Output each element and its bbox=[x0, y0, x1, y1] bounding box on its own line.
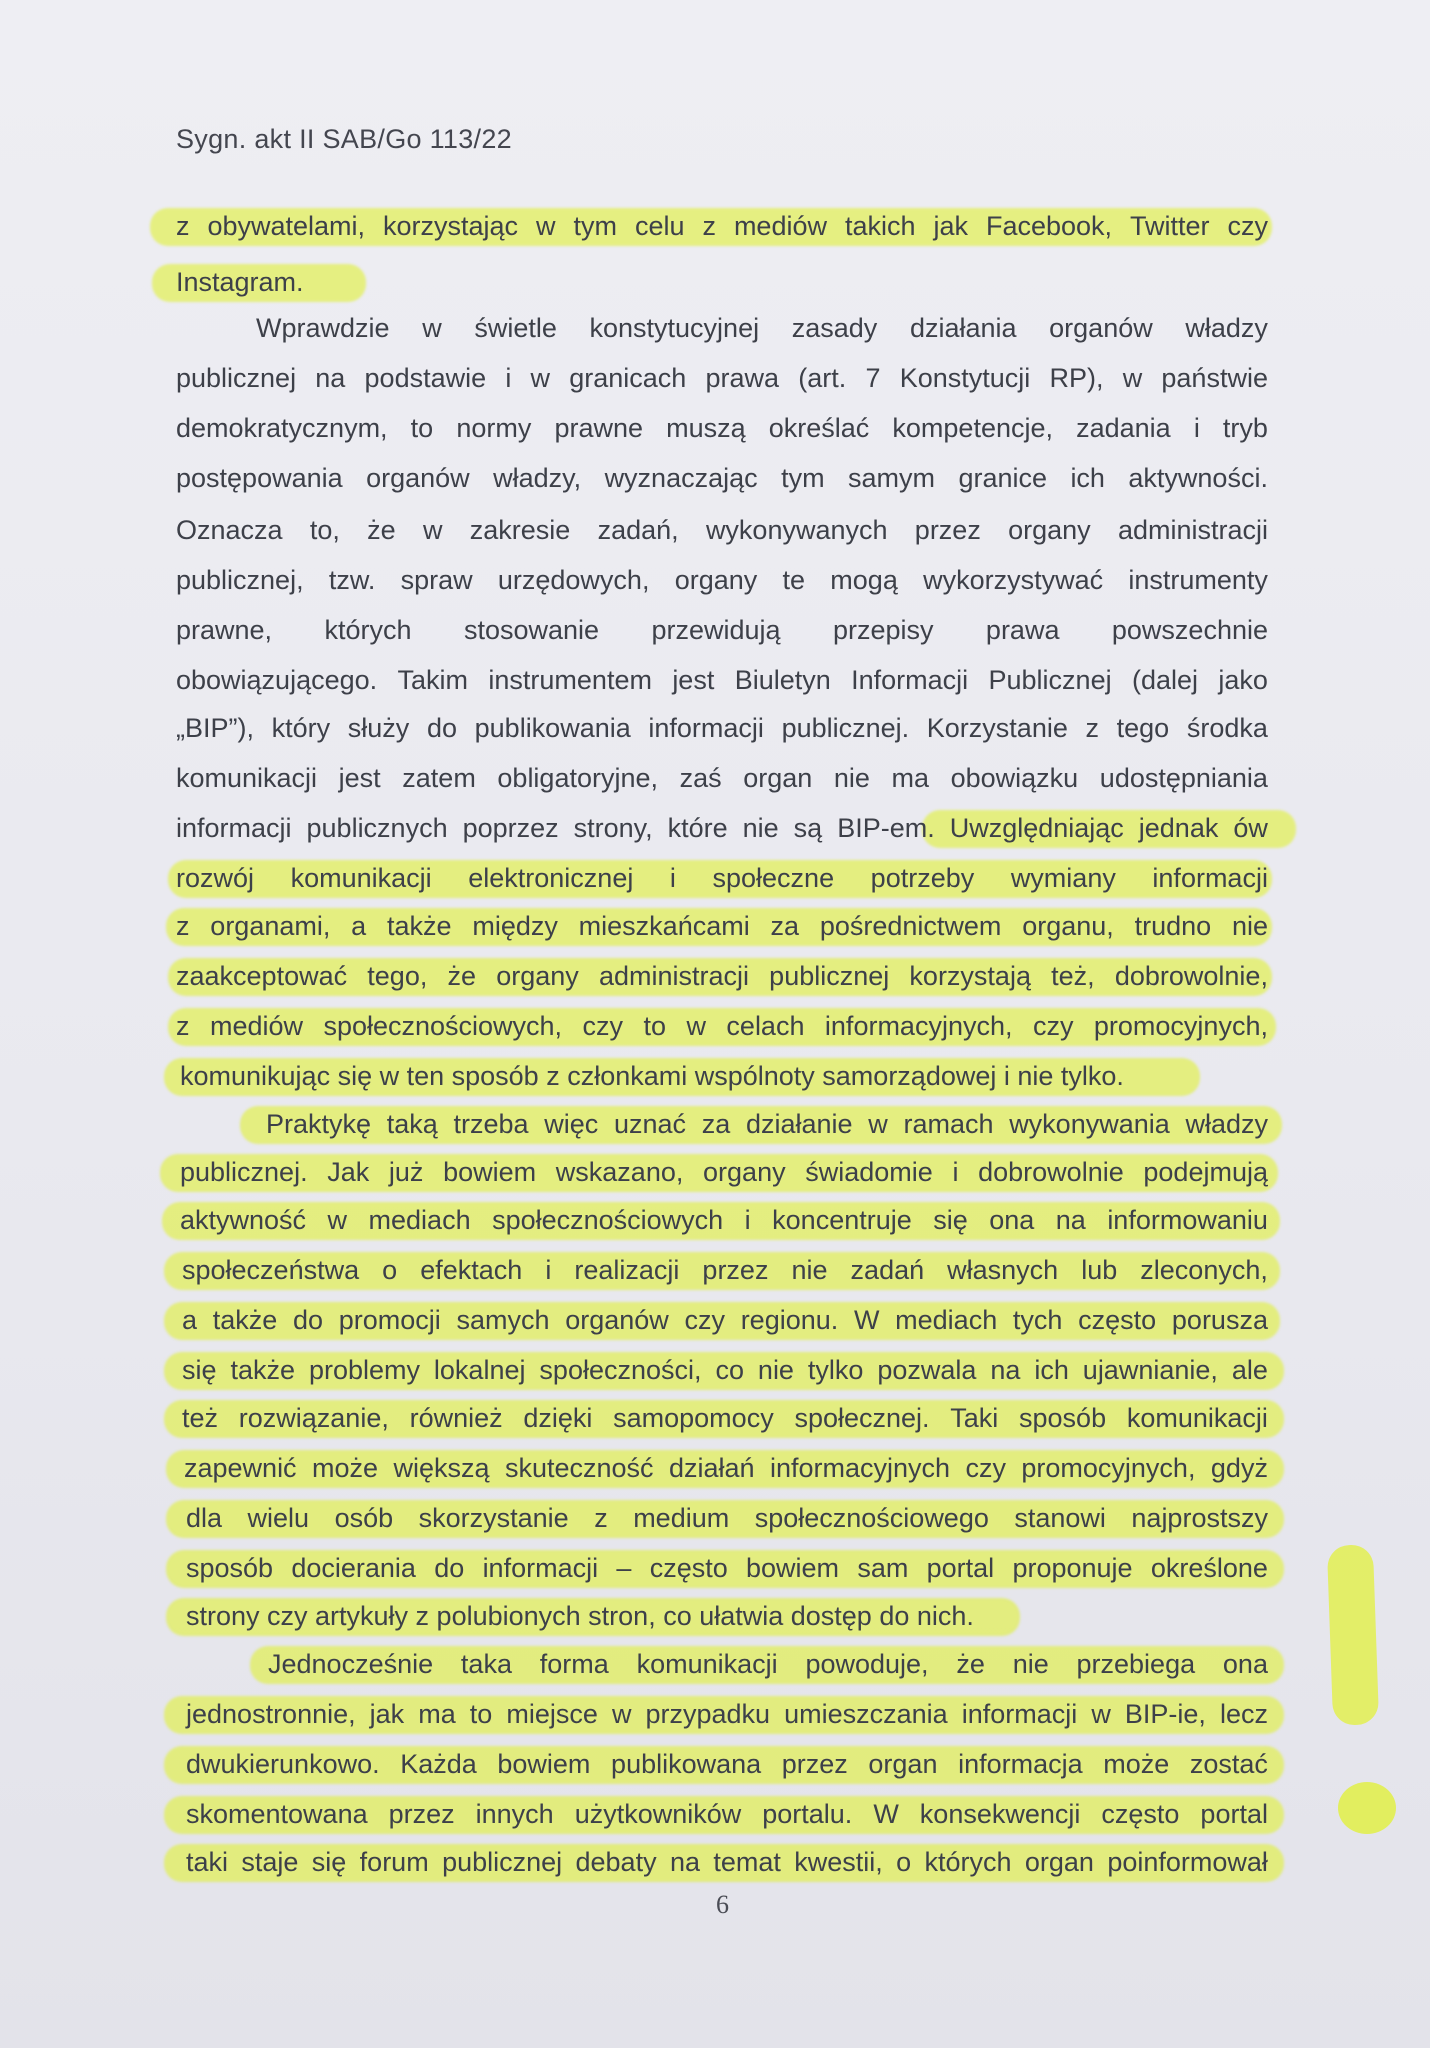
text-line: jednostronnie, jak ma to miejsce w przypadku umieszczania informacji w BIP-ie, lecz bbox=[186, 1699, 1268, 1729]
text-line: a także do promocji samych organów czy regionu. W mediach tych często porusza bbox=[182, 1305, 1268, 1335]
text-line: demokratycznym, to normy prawne muszą określać kompetencje, zadania i tryb bbox=[176, 413, 1268, 443]
page-number: 6 bbox=[716, 1890, 729, 1919]
text-line: sposób docierania do informacji – często bowiem sam portal proponuje określone bbox=[186, 1553, 1268, 1583]
text-line: publicznej, tzw. spraw urzędowych, organy te mogą wykorzystywać instrumenty bbox=[176, 565, 1268, 595]
highlighter-margin-mark bbox=[1327, 1544, 1379, 1725]
case-signature: Sygn. akt II SAB/Go 113/22 bbox=[176, 124, 512, 154]
text-line: publicznej. Jak już bowiem wskazano, organy świadomie i dobrowolnie podejmują bbox=[180, 1157, 1268, 1187]
text-line: zaakceptować tego, że organy administracji publicznej korzystają też, dobrowolnie, bbox=[176, 961, 1268, 991]
text-line: z organami, a także między mieszkańcami za pośrednictwem organu, trudno nie bbox=[176, 911, 1268, 941]
text-line: dla wielu osób skorzystanie z medium społecznościowego stanowi najprostszy bbox=[186, 1503, 1268, 1533]
text-line: Oznacza to, że w zakresie zadań, wykonywanych przez organy administracji bbox=[176, 515, 1268, 545]
text-line: Praktykę taką trzeba więc uznać za działanie w ramach wykonywania władzy bbox=[266, 1109, 1268, 1139]
text-line: Wprawdzie w świetle konstytucyjnej zasady działania organów władzy bbox=[256, 313, 1268, 343]
text-line: skomentowana przez innych użytkowników portalu. W konsekwencji często portal bbox=[186, 1799, 1268, 1829]
text-line: „BIP”), który służy do publikowania informacji publicznej. Korzystanie z tego środka bbox=[176, 713, 1268, 743]
text-line: taki staje się forum publicznej debaty na temat kwestii, o których organ poinformował bbox=[186, 1847, 1268, 1877]
text-line: zapewnić może większą skuteczność działań informacyjnych czy promocyjnych, gdyż bbox=[184, 1453, 1268, 1483]
text-line: publicznej na podstawie i w granicach prawa (art. 7 Konstytucji RP), w państwie bbox=[176, 363, 1268, 393]
text-line: komunikacji jest zatem obligatoryjne, zaś organ nie ma obowiązku udostępniania bbox=[176, 763, 1268, 793]
text-line: Instagram. bbox=[176, 267, 304, 297]
text-line: informacji publicznych poprzez strony, które nie są BIP-em. Uwzględniając jednak ów bbox=[176, 813, 1268, 843]
highlighter-margin-dot bbox=[1338, 1782, 1396, 1834]
text-line: aktywność w mediach społecznościowych i koncentruje się ona na informowaniu bbox=[180, 1205, 1268, 1235]
text-line: postępowania organów władzy, wyznaczając tym samym granice ich aktywności. bbox=[176, 463, 1268, 493]
text-line: z obywatelami, korzystając w tym celu z mediów takich jak Facebook, Twitter czy bbox=[176, 211, 1268, 241]
text-line: się także problemy lokalnej społeczności, co nie tylko pozwala na ich ujawnianie, ale bbox=[182, 1355, 1268, 1385]
text-line: komunikując się w ten sposób z członkami wspólnoty samorządowej i nie tylko. bbox=[180, 1061, 1124, 1091]
text-line: Jednocześnie taka forma komunikacji powoduje, że nie przebiega ona bbox=[268, 1649, 1268, 1679]
text-line: dwukierunkowo. Każda bowiem publikowana przez organ informacja może zostać bbox=[186, 1749, 1268, 1779]
text-line: też rozwiązanie, również dzięki samopomocy społecznej. Taki sposób komunikacji bbox=[182, 1403, 1268, 1433]
text-line: rozwój komunikacji elektronicznej i społeczne potrzeby wymiany informacji bbox=[176, 863, 1268, 893]
text-line: społeczeństwa o efektach i realizacji przez nie zadań własnych lub zleconych, bbox=[182, 1255, 1268, 1285]
text-line: z mediów społecznościowych, czy to w celach informacyjnych, czy promocyjnych, bbox=[176, 1011, 1268, 1041]
text-line: strony czy artykuły z polubionych stron, co ułatwia dostęp do nich. bbox=[186, 1601, 974, 1631]
text-line: prawne, których stosowanie przewidują przepisy prawa powszechnie bbox=[176, 615, 1268, 645]
text-line: obowiązującego. Takim instrumentem jest Biuletyn Informacji Publicznej (dalej jako bbox=[176, 665, 1268, 695]
